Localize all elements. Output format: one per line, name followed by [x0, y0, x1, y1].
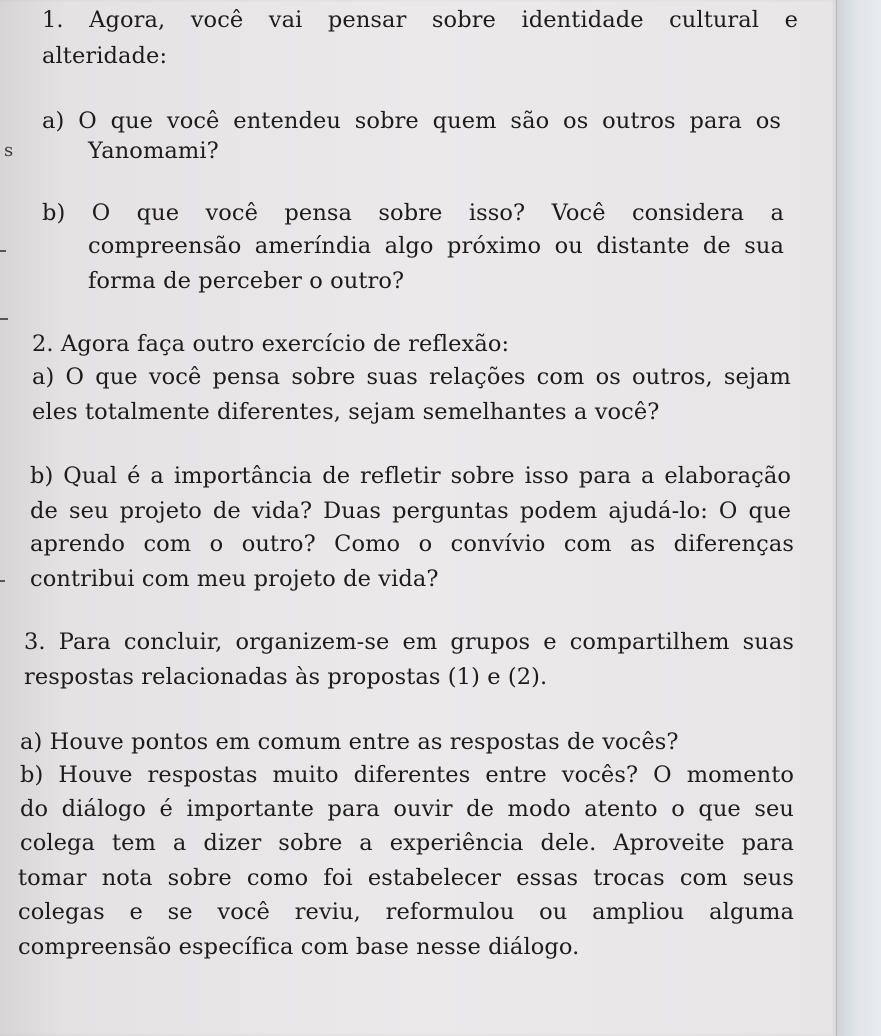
- q1-a-line1: a) O que você entendeu sobre quem são os outros para os: [42, 108, 781, 134]
- margin-tick: [0, 318, 8, 320]
- q3-a-line1: a) Houve pontos em comum entre as respostas de vocês?: [20, 729, 679, 755]
- q2-title: 2. Agora faça outro exercício de reflexão:: [32, 331, 510, 357]
- q1-title-line2: alteridade:: [42, 43, 168, 69]
- q1-title-line1: 1. Agora, você vai pensar sobre identidade cultural e: [42, 7, 798, 33]
- q3-title-line1: 3. Para concluir, organizem-se em grupos e compartilhem suas: [24, 629, 794, 655]
- q2-b-line1: b) Qual é a importância de refletir sobre isso para a elaboração: [30, 463, 791, 489]
- q2-b-line2: de seu projeto de vida? Duas perguntas podem ajudá-lo: O que: [30, 498, 791, 524]
- margin-tick: [0, 250, 6, 252]
- q3-b-line2: do diálogo é importante para ouvir de modo atento o que seu: [20, 796, 794, 822]
- q3-b-line4: tomar nota sobre como foi estabelecer essas trocas com seus: [18, 865, 794, 891]
- q2-a-line1: a) O que você pensa sobre suas relações com os outros, sejam: [32, 364, 791, 390]
- page-edge-background: [836, 0, 881, 1036]
- q1-a-line2: Yanomami?: [88, 138, 219, 164]
- q3-b-line5: colegas e se você reviu, reformulou ou ampliou alguma: [18, 899, 794, 925]
- q1-b-line1: b) O que você pensa sobre isso? Você considera a: [42, 200, 784, 226]
- margin-tick: [0, 580, 5, 582]
- q3-title-line2: respostas relacionadas às propostas (1) e (2).: [24, 664, 548, 690]
- q2-a-line2: eles totalmente diferentes, sejam semelhantes a você?: [32, 399, 660, 425]
- q2-b-line3: aprendo com o outro? Como o convívio com as diferenças: [30, 531, 794, 557]
- q3-b-line3: colega tem a dizer sobre a experiência dele. Aproveite para: [20, 830, 794, 856]
- q3-b-line6: compreensão específica com base nesse diálogo.: [18, 934, 580, 960]
- q2-b-line4: contribui com meu projeto de vida?: [30, 566, 439, 592]
- q1-b-line2: compreensão ameríndia algo próximo ou distante de sua: [88, 233, 784, 259]
- q1-b-line3: forma de perceber o outro?: [88, 268, 405, 294]
- margin-mark-s: s: [4, 140, 14, 161]
- q3-b-line1: b) Houve respostas muito diferentes entre vocês? O momento: [20, 762, 794, 788]
